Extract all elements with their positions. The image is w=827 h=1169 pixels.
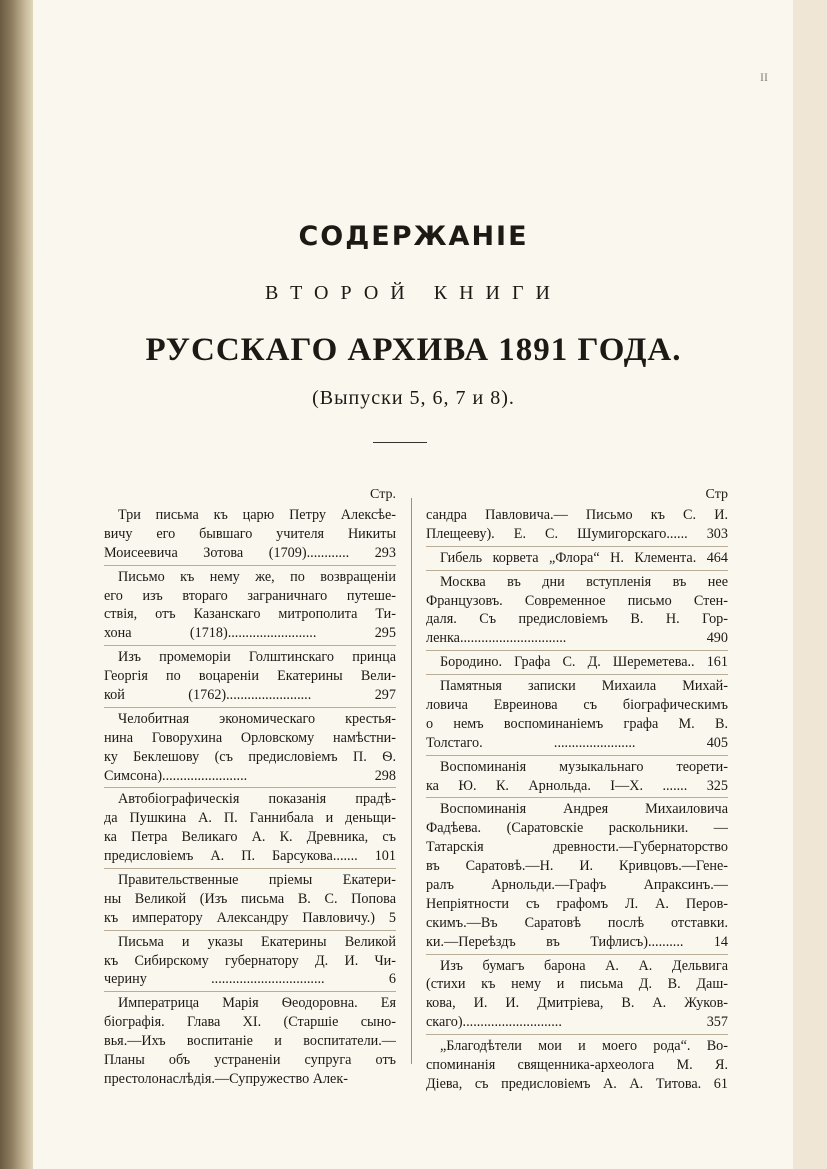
page-subtitle: ВТОРОЙ КНИГИ	[265, 282, 562, 304]
toc-entry-line: Правительственные пріемы Екатери-	[118, 872, 396, 889]
toc-entry-line: Письмо къ нему же, по возвращеніи	[118, 568, 396, 585]
entry-separator	[426, 546, 728, 547]
toc-entry[interactable]	[104, 994, 396, 1088]
toc-entry[interactable]	[426, 549, 728, 568]
toc-entry-line: къ императору Александру Павловичу.) 5	[104, 909, 396, 926]
toc-entry[interactable]	[104, 871, 396, 928]
toc-entry-line: о немъ воспоминаніемъ графа М. В.	[426, 715, 728, 732]
toc-entry-line: Толстаго. ....................... 405	[426, 734, 728, 751]
issues-note: (Выпуски 5, 6, 7 и 8).	[312, 387, 515, 409]
toc-entry-line: кова, И. И. Дмитріева, В. А. Жуков-	[426, 995, 728, 1012]
toc-entry-line: Фадѣева. (Саратовскіе раскольники. —	[426, 820, 728, 837]
toc-entry-line: Татарскія древности.—Губернаторство	[426, 839, 728, 856]
toc-entry-line: Памятныя записки Михаила Михай-	[440, 678, 728, 695]
toc-entry-line: Три письма къ царю Петру Алексѣе-	[118, 507, 396, 523]
book-title: РУССКАГО АРХИВА 1891 ГОДА.	[145, 332, 682, 368]
toc-entry-line: споминанія священника-археолога М. Я.	[426, 1057, 728, 1074]
entry-separator	[426, 674, 728, 675]
entry-separator	[104, 645, 396, 646]
toc-entry-line: ловича Евреинова съ біографическимъ	[426, 697, 728, 714]
toc-entry-line: ки.—Переѣздъ въ Тифлисъ).......... 14	[426, 933, 728, 950]
toc-entry-line: Плещееву). Е. С. Шумигорскаго...... 303	[426, 525, 728, 542]
entry-separator	[426, 570, 728, 571]
toc-entry-line: (стихи къ нему и письма Д. В. Даш-	[426, 976, 728, 993]
toc-entry[interactable]	[104, 506, 396, 563]
entry-separator	[104, 565, 396, 566]
toc-entry[interactable]	[104, 648, 396, 705]
toc-entry-line: Георгія по воцареніи Екатерины Вели-	[104, 668, 396, 685]
entry-separator	[104, 991, 396, 992]
toc-entry-line: хона (1718)......................... 295	[104, 625, 396, 642]
toc-entry[interactable]	[426, 800, 728, 951]
page-title: СОДЕРЖАНІЕ	[298, 221, 529, 252]
toc-entry-line: ка Петра Великаго А. К. Древника, съ	[104, 829, 396, 846]
toc-entry[interactable]	[104, 710, 396, 786]
entry-separator	[426, 650, 728, 651]
toc-entry-line: къ Сибирскому губернатору Д. И. Чи-	[104, 952, 396, 969]
entry-separator	[426, 797, 728, 798]
toc-entry[interactable]	[426, 506, 728, 544]
toc-entry-line: нина Говорухина Орловскому намѣстни-	[104, 729, 396, 746]
toc-entry-line: даля. Съ предисловіемъ В. Н. Гор-	[426, 611, 728, 628]
toc-entry-line: черину ................................ 6	[104, 971, 396, 988]
toc-entry-line: Воспоминанія Андрея Михаиловича	[440, 801, 728, 818]
toc-entry-line: вья.—Ихъ воспитаніе и воспитатели.—	[104, 1033, 396, 1050]
toc-entry-line: Воспоминанія музыкальнаго теорети-	[440, 758, 728, 775]
toc-entry-line: Бородино. Графа С. Д. Шереметева.. 161	[440, 654, 728, 671]
entry-separator	[104, 930, 396, 931]
entry-separator	[426, 954, 728, 955]
toc-entry-line: Челобитная экономическаго крестья-	[118, 710, 396, 727]
toc-entry-line: ралъ Арнольди.—Графъ Апраксинъ.—	[426, 877, 728, 894]
toc-entry-line: сандра Павловича.— Письмо къ С. И.	[426, 507, 728, 523]
toc-entry[interactable]	[104, 790, 396, 866]
entry-separator	[104, 787, 396, 788]
toc-entry-line: Симсона)........................ 298	[104, 767, 396, 784]
entry-separator	[104, 868, 396, 869]
toc-entry-line: Діева, съ предисловіемъ А. А. Титова. 61	[426, 1075, 728, 1092]
toc-entry-line: ны Великой (Изъ письма В. С. Попова	[104, 890, 396, 907]
toc-entry-line: ку Беклешову (съ предисловіемъ П. Ѳ.	[104, 748, 396, 765]
toc-entry-line: Непріятности съ графомъ Л. А. Перов-	[426, 895, 728, 912]
toc-entry[interactable]	[104, 568, 396, 644]
toc-entry-line: Автобіографическія показанія прадѣ-	[118, 791, 396, 808]
toc-entry-line: скимъ.—Въ Саратовѣ послѣ отставки.	[426, 914, 728, 931]
toc-entry-line: Москва въ дни вступленія въ нее	[440, 573, 728, 590]
column-divider	[411, 498, 412, 1064]
entry-separator	[104, 707, 396, 708]
toc-entry-line: предисловіемъ А. П. Барсукова....... 101	[104, 848, 396, 865]
toc-entry-line: ствія, отъ Казанскаго митрополита Ти-	[104, 606, 396, 623]
toc-entry-line: ка Ю. К. Арнольда. I—X. ....... 325	[426, 777, 728, 794]
toc-entry-line: Гибель корвета „Флора“ Н. Клемента. 464	[440, 549, 728, 566]
toc-entry-line: Письма и указы Екатерины Великой	[118, 933, 396, 950]
toc-entry-line: кой (1762)........................ 297	[104, 687, 396, 704]
entry-separator	[426, 1034, 728, 1035]
bleed-through-mark: II	[760, 70, 768, 84]
toc-entry[interactable]	[426, 573, 728, 649]
toc-entry[interactable]	[426, 677, 728, 753]
toc-entry[interactable]	[426, 1037, 728, 1094]
toc-entry-line: его изъ втораго заграничнаго путеше-	[104, 587, 396, 604]
contents-left-column	[104, 484, 396, 1089]
toc-entry-line: Планы объ устраненіи супруга отъ	[104, 1052, 396, 1069]
title-divider	[373, 442, 427, 443]
page-column-header: Стр.	[370, 487, 396, 502]
page-edge	[793, 0, 827, 1169]
toc-entry-line: біографія. Глава XI. (Старшіе сыно-	[104, 1014, 396, 1031]
toc-entry-line: ленка.............................. 490	[426, 630, 728, 647]
entry-separator	[426, 755, 728, 756]
contents-right-column	[426, 484, 728, 1094]
toc-entry-line: да Пушкина А. П. Ганнибала и деньщи-	[104, 810, 396, 827]
toc-entry[interactable]	[426, 758, 728, 796]
toc-entry-line: Изъ промеморіи Голштинскаго принца	[118, 649, 396, 666]
toc-entry-line: Моисеевича Зотова (1709)............ 293	[104, 544, 396, 561]
toc-entry-line: Императрица Марія Ѳеодоровна. Ея	[118, 995, 396, 1012]
toc-entry-line: Изъ бумагъ барона А. А. Дельвига	[440, 957, 728, 974]
toc-entry-line: въ Саратовѣ.—Н. И. Кривцовъ.—Гене-	[426, 858, 728, 875]
toc-entry-line: скаго)............................ 357	[426, 1014, 728, 1031]
toc-entry-line: Французовъ. Современное письмо Стен-	[426, 592, 728, 609]
toc-entry[interactable]	[104, 933, 396, 990]
toc-entry[interactable]	[426, 653, 728, 672]
toc-entry-line: вичу его бывшаго учителя Никиты	[104, 525, 396, 542]
toc-entry-line: престолонаслѣдія.—Супружество Алек-	[104, 1070, 348, 1087]
toc-entry-line: „Благодѣтели мои и моего рода“. Во-	[440, 1038, 728, 1055]
toc-entry[interactable]	[426, 957, 728, 1033]
page-column-header: Стр	[705, 487, 728, 502]
